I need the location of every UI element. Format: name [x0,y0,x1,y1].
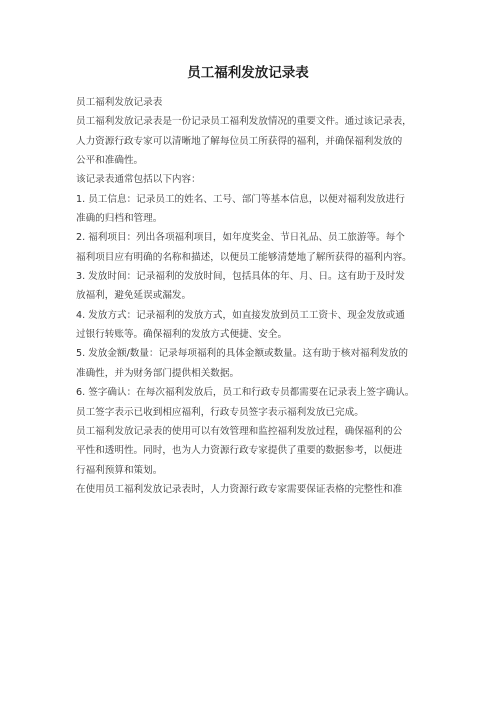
text-line: 行福利预算和策划。 [76,464,163,476]
text-line: 员工福利发放记录表是一份记录员工福利发放情况的重要文件。通过该记录表， [76,116,412,128]
text-line: 2. 福利项目：列出各项福利项目，如年度奖金、节日礼品、员工旅游等。每个 [76,232,405,244]
text-line: 1. 员工信息：记录员工的姓名、工号、部门等基本信息，以便对福利发放进行 [76,193,405,205]
text-line: 4. 发放方式：记录福利的发放方式，如直接发放到员工工资卡、现金发放或通 [76,309,405,321]
text-line: 员工签字表示已收到相应福利，行政专员签字表示福利发放已完成。 [76,406,364,418]
text-line: 准确的归档和管理。 [76,213,163,225]
text-line: 5. 发放金额/数量：记录每项福利的具体金额或数量。这有助于核对福利发放的 [76,348,409,360]
text-line: 平性和透明性。同时，也为人力资源行政专家提供了重要的数据参考，以便进 [76,445,403,457]
text-line: 放福利，避免延误或漏发。 [76,290,192,302]
text-line: 在使用员工福利发放记录表时，人力资源行政专家需要保证表格的完整性和准 [76,483,403,495]
text-line: 准确性，并为财务部门提供相关数据。 [76,367,240,379]
text-line: 过银行转账等。确保福利的发放方式便捷、安全。 [76,329,288,341]
page-title: 员工福利发放记录表 [187,65,309,81]
text-line: 员工福利发放记录表的使用可以有效管理和监控福利发放过程，确保福利的公 [76,425,403,437]
text-line: 3. 发放时间：记录福利的发放时间，包括具体的年、月、日。这有助于及时发 [76,271,405,283]
text-line: 6. 签字确认：在每次福利发放后，员工和行政专员都需要在记录表上签字确认。 [76,387,415,399]
text-line: 福利项目应有明确的名称和描述，以便员工能够清楚地了解所获得的福利内容。 [76,251,412,263]
text-line: 该记录表通常包括以下内容： [76,174,201,186]
text-line: 员工福利发放记录表 [76,97,163,108]
text-line: 公平和准确性。 [76,155,144,167]
text-line: 人力资源行政专家可以清晰地了解每位员工所获得的福利，并确保福利发放的 [76,135,403,147]
document-body [76,93,436,499]
